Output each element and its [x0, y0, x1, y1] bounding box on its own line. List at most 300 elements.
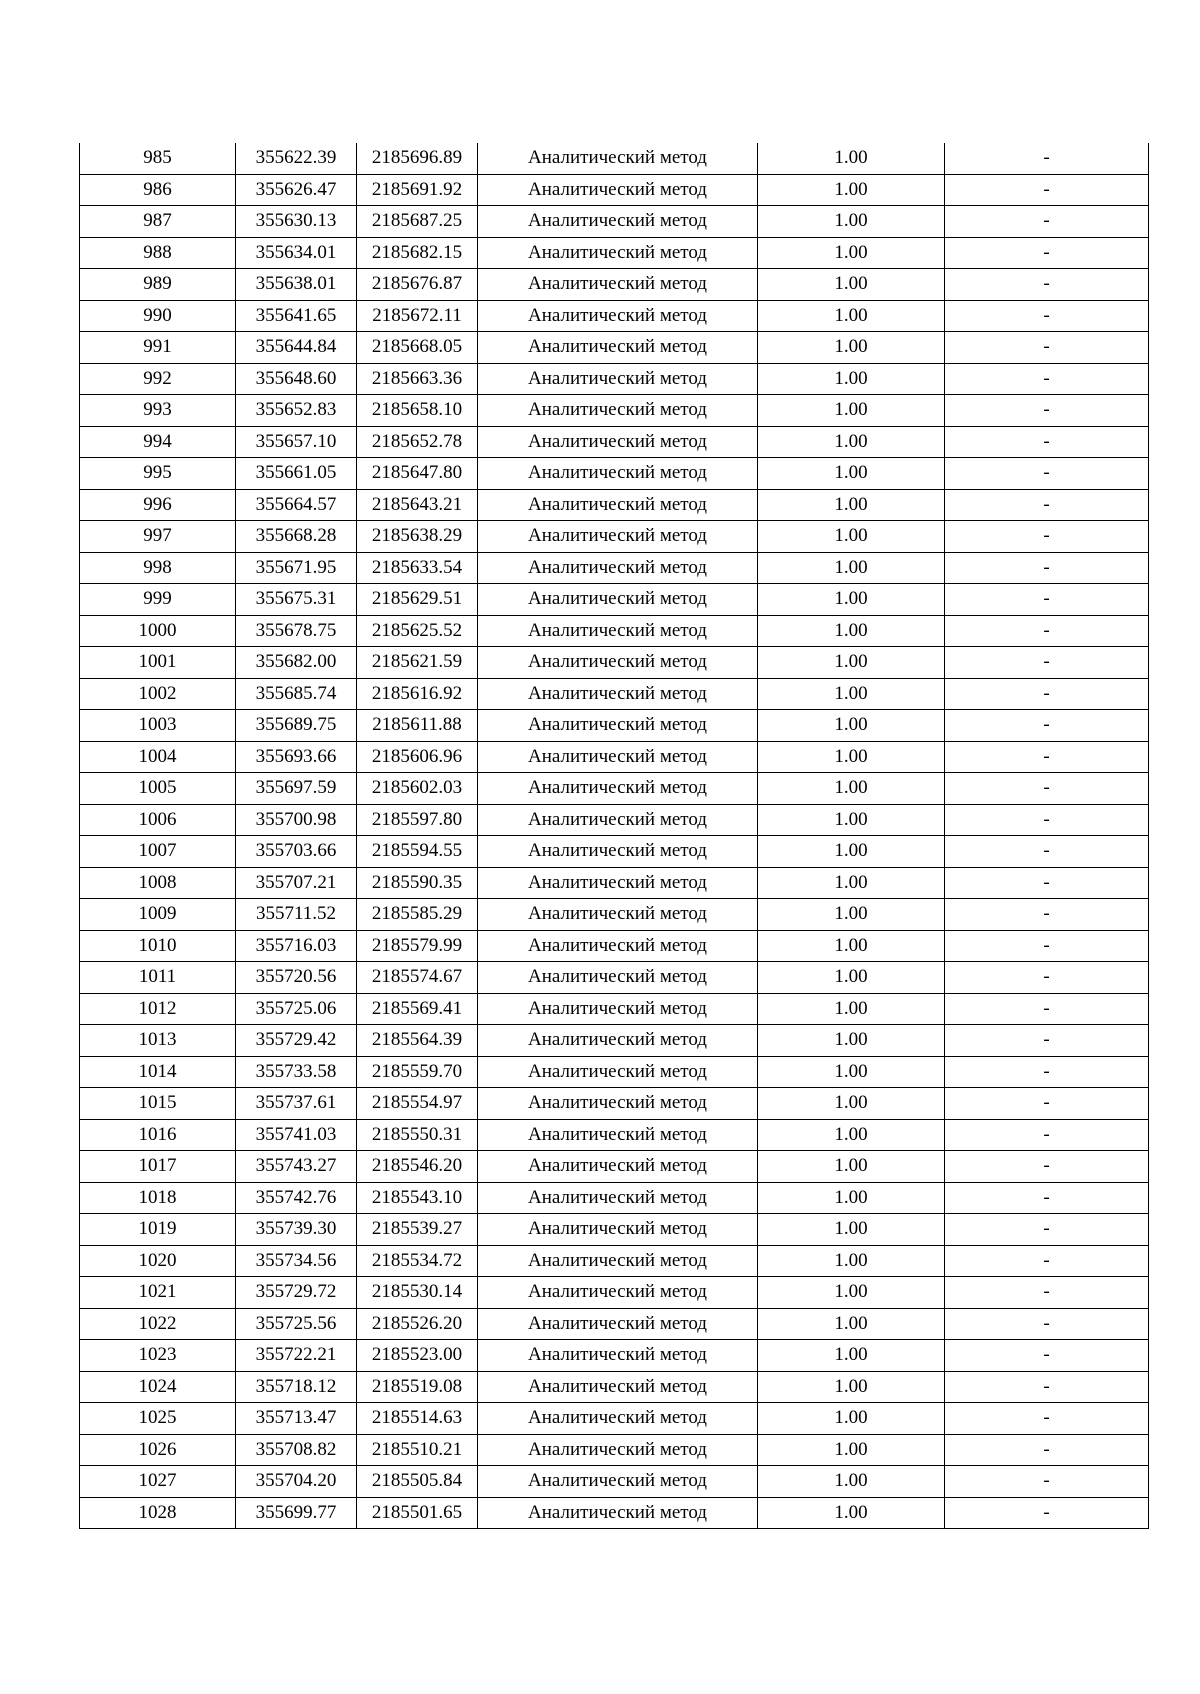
cell-note: -: [945, 1056, 1149, 1088]
cell-point-number: 1008: [80, 867, 236, 899]
cell-accuracy: 1.00: [758, 773, 945, 805]
table-row: [80, 269, 1149, 301]
cell-method: Аналитический метод: [478, 1182, 758, 1214]
cell-accuracy: 1.00: [758, 804, 945, 836]
table-row: [80, 773, 1149, 805]
table-row: [80, 552, 1149, 584]
cell-point-number: 1024: [80, 1371, 236, 1403]
cell-point-number: 1027: [80, 1466, 236, 1498]
cell-point-number: 987: [80, 206, 236, 238]
cell-point-number: 1004: [80, 741, 236, 773]
cell-method: Аналитический метод: [478, 1119, 758, 1151]
table-row: [80, 647, 1149, 679]
cell-note: -: [945, 1119, 1149, 1151]
cell-point-number: 1018: [80, 1182, 236, 1214]
cell-coordinate-y: 2185638.29: [357, 521, 478, 553]
cell-coordinate-y: 2185579.99: [357, 930, 478, 962]
cell-coordinate-x: 355693.66: [236, 741, 357, 773]
cell-method: Аналитический метод: [478, 1308, 758, 1340]
cell-note: -: [945, 1403, 1149, 1435]
cell-point-number: 1026: [80, 1434, 236, 1466]
cell-coordinate-x: 355634.01: [236, 237, 357, 269]
cell-coordinate-y: 2185534.72: [357, 1245, 478, 1277]
cell-coordinate-x: 355664.57: [236, 489, 357, 521]
cell-note: -: [945, 962, 1149, 994]
table-row: [80, 1340, 1149, 1372]
cell-note: -: [945, 1182, 1149, 1214]
cell-method: Аналитический метод: [478, 269, 758, 301]
cell-method: Аналитический метод: [478, 552, 758, 584]
table-row: [80, 867, 1149, 899]
table-row: [80, 584, 1149, 616]
cell-method: Аналитический метод: [478, 363, 758, 395]
cell-point-number: 986: [80, 174, 236, 206]
cell-method: Аналитический метод: [478, 143, 758, 174]
cell-coordinate-x: 355722.21: [236, 1340, 357, 1372]
cell-coordinate-y: 2185633.54: [357, 552, 478, 584]
cell-note: -: [945, 1025, 1149, 1057]
table-row: [80, 300, 1149, 332]
cell-note: -: [945, 867, 1149, 899]
cell-coordinate-x: 355700.98: [236, 804, 357, 836]
table-row: [80, 395, 1149, 427]
cell-point-number: 1017: [80, 1151, 236, 1183]
cell-point-number: 1016: [80, 1119, 236, 1151]
cell-coordinate-x: 355741.03: [236, 1119, 357, 1151]
cell-note: -: [945, 930, 1149, 962]
cell-coordinate-y: 2185550.31: [357, 1119, 478, 1151]
cell-coordinate-x: 355725.56: [236, 1308, 357, 1340]
cell-coordinate-x: 355657.10: [236, 426, 357, 458]
cell-method: Аналитический метод: [478, 1466, 758, 1498]
cell-accuracy: 1.00: [758, 332, 945, 364]
cell-accuracy: 1.00: [758, 426, 945, 458]
cell-coordinate-x: 355699.77: [236, 1497, 357, 1529]
cell-method: Аналитический метод: [478, 836, 758, 868]
cell-coordinate-x: 355742.76: [236, 1182, 357, 1214]
cell-note: -: [945, 1434, 1149, 1466]
table-row: [80, 1119, 1149, 1151]
cell-coordinate-y: 2185543.10: [357, 1182, 478, 1214]
cell-method: Аналитический метод: [478, 1403, 758, 1435]
cell-coordinate-y: 2185501.65: [357, 1497, 478, 1529]
cell-accuracy: 1.00: [758, 489, 945, 521]
table-row: [80, 363, 1149, 395]
cell-point-number: 1001: [80, 647, 236, 679]
cell-point-number: 1006: [80, 804, 236, 836]
table-row: [80, 615, 1149, 647]
cell-coordinate-y: 2185629.51: [357, 584, 478, 616]
cell-coordinate-y: 2185687.25: [357, 206, 478, 238]
table-row: [80, 521, 1149, 553]
cell-accuracy: 1.00: [758, 962, 945, 994]
cell-method: Аналитический метод: [478, 741, 758, 773]
cell-accuracy: 1.00: [758, 395, 945, 427]
cell-method: Аналитический метод: [478, 458, 758, 490]
table-row: [80, 206, 1149, 238]
cell-coordinate-y: 2185546.20: [357, 1151, 478, 1183]
cell-coordinate-y: 2185559.70: [357, 1056, 478, 1088]
table-row: [80, 1214, 1149, 1246]
cell-accuracy: 1.00: [758, 647, 945, 679]
table-row: [80, 426, 1149, 458]
cell-method: Аналитический метод: [478, 489, 758, 521]
cell-coordinate-y: 2185602.03: [357, 773, 478, 805]
cell-method: Аналитический метод: [478, 521, 758, 553]
table-row: [80, 174, 1149, 206]
cell-accuracy: 1.00: [758, 1340, 945, 1372]
cell-point-number: 989: [80, 269, 236, 301]
cell-method: Аналитический метод: [478, 773, 758, 805]
cell-coordinate-y: 2185539.27: [357, 1214, 478, 1246]
cell-note: -: [945, 647, 1149, 679]
cell-point-number: 1003: [80, 710, 236, 742]
cell-point-number: 1009: [80, 899, 236, 931]
cell-note: -: [945, 206, 1149, 238]
cell-method: Аналитический метод: [478, 962, 758, 994]
table-row: [80, 836, 1149, 868]
cell-coordinate-x: 355630.13: [236, 206, 357, 238]
cell-coordinate-x: 355641.65: [236, 300, 357, 332]
cell-coordinate-y: 2185652.78: [357, 426, 478, 458]
cell-coordinate-y: 2185611.88: [357, 710, 478, 742]
table-row: [80, 489, 1149, 521]
table-row: [80, 332, 1149, 364]
cell-accuracy: 1.00: [758, 1119, 945, 1151]
cell-accuracy: 1.00: [758, 1056, 945, 1088]
coordinates-table: [79, 143, 1149, 1529]
cell-coordinate-y: 2185672.11: [357, 300, 478, 332]
cell-accuracy: 1.00: [758, 521, 945, 553]
coordinates-table-body: [80, 143, 1149, 1529]
cell-point-number: 1028: [80, 1497, 236, 1529]
cell-coordinate-y: 2185668.05: [357, 332, 478, 364]
cell-note: -: [945, 521, 1149, 553]
cell-accuracy: 1.00: [758, 1403, 945, 1435]
cell-accuracy: 1.00: [758, 584, 945, 616]
cell-coordinate-y: 2185625.52: [357, 615, 478, 647]
cell-coordinate-y: 2185519.08: [357, 1371, 478, 1403]
table-row: [80, 1088, 1149, 1120]
cell-note: -: [945, 174, 1149, 206]
cell-coordinate-x: 355703.66: [236, 836, 357, 868]
cell-method: Аналитический метод: [478, 300, 758, 332]
cell-coordinate-x: 355697.59: [236, 773, 357, 805]
table-row: [80, 962, 1149, 994]
cell-coordinate-x: 355743.27: [236, 1151, 357, 1183]
cell-method: Аналитический метод: [478, 1497, 758, 1529]
cell-point-number: 1011: [80, 962, 236, 994]
cell-point-number: 990: [80, 300, 236, 332]
cell-coordinate-x: 355729.42: [236, 1025, 357, 1057]
table-row: [80, 804, 1149, 836]
cell-point-number: 1007: [80, 836, 236, 868]
cell-accuracy: 1.00: [758, 615, 945, 647]
cell-method: Аналитический метод: [478, 1434, 758, 1466]
table-row: [80, 1056, 1149, 1088]
cell-point-number: 1020: [80, 1245, 236, 1277]
cell-coordinate-x: 355716.03: [236, 930, 357, 962]
cell-note: -: [945, 395, 1149, 427]
cell-method: Аналитический метод: [478, 867, 758, 899]
cell-note: -: [945, 899, 1149, 931]
cell-method: Аналитический метод: [478, 584, 758, 616]
cell-point-number: 1025: [80, 1403, 236, 1435]
cell-coordinate-y: 2185691.92: [357, 174, 478, 206]
cell-note: -: [945, 584, 1149, 616]
cell-coordinate-x: 355733.58: [236, 1056, 357, 1088]
cell-accuracy: 1.00: [758, 1434, 945, 1466]
table-row: [80, 1403, 1149, 1435]
table-row: [80, 143, 1149, 174]
cell-coordinate-y: 2185597.80: [357, 804, 478, 836]
cell-note: -: [945, 710, 1149, 742]
cell-method: Аналитический метод: [478, 1371, 758, 1403]
cell-coordinate-y: 2185585.29: [357, 899, 478, 931]
cell-coordinate-x: 355652.83: [236, 395, 357, 427]
cell-coordinate-x: 355626.47: [236, 174, 357, 206]
cell-point-number: 1013: [80, 1025, 236, 1057]
cell-coordinate-x: 355685.74: [236, 678, 357, 710]
cell-coordinate-y: 2185606.96: [357, 741, 478, 773]
table-row: [80, 458, 1149, 490]
cell-note: -: [945, 1088, 1149, 1120]
cell-note: -: [945, 363, 1149, 395]
cell-accuracy: 1.00: [758, 1182, 945, 1214]
cell-method: Аналитический метод: [478, 174, 758, 206]
cell-coordinate-x: 355725.06: [236, 993, 357, 1025]
table-row: [80, 1371, 1149, 1403]
cell-method: Аналитический метод: [478, 1214, 758, 1246]
table-row: [80, 1277, 1149, 1309]
cell-note: -: [945, 332, 1149, 364]
cell-accuracy: 1.00: [758, 300, 945, 332]
cell-coordinate-y: 2185514.63: [357, 1403, 478, 1435]
cell-coordinate-y: 2185526.20: [357, 1308, 478, 1340]
cell-coordinate-y: 2185647.80: [357, 458, 478, 490]
cell-note: -: [945, 237, 1149, 269]
cell-coordinate-x: 355661.05: [236, 458, 357, 490]
cell-coordinate-y: 2185530.14: [357, 1277, 478, 1309]
cell-note: -: [945, 1497, 1149, 1529]
cell-note: -: [945, 836, 1149, 868]
cell-coordinate-y: 2185564.39: [357, 1025, 478, 1057]
cell-point-number: 994: [80, 426, 236, 458]
cell-coordinate-x: 355708.82: [236, 1434, 357, 1466]
cell-method: Аналитический метод: [478, 1151, 758, 1183]
cell-point-number: 999: [80, 584, 236, 616]
cell-coordinate-x: 355648.60: [236, 363, 357, 395]
cell-note: -: [945, 269, 1149, 301]
cell-note: -: [945, 1214, 1149, 1246]
cell-note: -: [945, 773, 1149, 805]
table-row: [80, 1151, 1149, 1183]
cell-coordinate-x: 355720.56: [236, 962, 357, 994]
cell-coordinate-y: 2185590.35: [357, 867, 478, 899]
cell-coordinate-x: 355622.39: [236, 143, 357, 174]
cell-method: Аналитический метод: [478, 647, 758, 679]
cell-point-number: 998: [80, 552, 236, 584]
table-row: [80, 1308, 1149, 1340]
cell-accuracy: 1.00: [758, 1245, 945, 1277]
cell-coordinate-y: 2185616.92: [357, 678, 478, 710]
cell-coordinate-y: 2185594.55: [357, 836, 478, 868]
cell-note: -: [945, 458, 1149, 490]
cell-coordinate-x: 355739.30: [236, 1214, 357, 1246]
cell-coordinate-x: 355675.31: [236, 584, 357, 616]
cell-point-number: 993: [80, 395, 236, 427]
cell-coordinate-y: 2185510.21: [357, 1434, 478, 1466]
cell-point-number: 1005: [80, 773, 236, 805]
cell-point-number: 1022: [80, 1308, 236, 1340]
table-row: [80, 710, 1149, 742]
cell-accuracy: 1.00: [758, 1308, 945, 1340]
cell-accuracy: 1.00: [758, 678, 945, 710]
cell-method: Аналитический метод: [478, 1340, 758, 1372]
cell-method: Аналитический метод: [478, 1056, 758, 1088]
cell-point-number: 988: [80, 237, 236, 269]
cell-coordinate-y: 2185505.84: [357, 1466, 478, 1498]
cell-coordinate-y: 2185621.59: [357, 647, 478, 679]
cell-note: -: [945, 678, 1149, 710]
cell-coordinate-x: 355713.47: [236, 1403, 357, 1435]
cell-coordinate-y: 2185554.97: [357, 1088, 478, 1120]
cell-coordinate-x: 355678.75: [236, 615, 357, 647]
cell-method: Аналитический метод: [478, 804, 758, 836]
cell-point-number: 1015: [80, 1088, 236, 1120]
cell-point-number: 1000: [80, 615, 236, 647]
cell-coordinate-y: 2185658.10: [357, 395, 478, 427]
cell-coordinate-x: 355707.21: [236, 867, 357, 899]
cell-accuracy: 1.00: [758, 206, 945, 238]
cell-accuracy: 1.00: [758, 1088, 945, 1120]
table-row: [80, 678, 1149, 710]
table-row: [80, 1466, 1149, 1498]
cell-accuracy: 1.00: [758, 710, 945, 742]
cell-method: Аналитический метод: [478, 930, 758, 962]
table-row: [80, 899, 1149, 931]
cell-accuracy: 1.00: [758, 930, 945, 962]
cell-coordinate-y: 2185569.41: [357, 993, 478, 1025]
cell-accuracy: 1.00: [758, 867, 945, 899]
cell-note: -: [945, 1277, 1149, 1309]
cell-method: Аналитический метод: [478, 710, 758, 742]
cell-coordinate-x: 355729.72: [236, 1277, 357, 1309]
cell-accuracy: 1.00: [758, 1151, 945, 1183]
cell-point-number: 1002: [80, 678, 236, 710]
cell-accuracy: 1.00: [758, 899, 945, 931]
cell-method: Аналитический метод: [478, 237, 758, 269]
cell-accuracy: 1.00: [758, 993, 945, 1025]
cell-point-number: 991: [80, 332, 236, 364]
cell-coordinate-x: 355704.20: [236, 1466, 357, 1498]
cell-coordinate-y: 2185676.87: [357, 269, 478, 301]
cell-coordinate-x: 355711.52: [236, 899, 357, 931]
cell-note: -: [945, 1466, 1149, 1498]
cell-note: -: [945, 1308, 1149, 1340]
cell-point-number: 1010: [80, 930, 236, 962]
cell-coordinate-x: 355638.01: [236, 269, 357, 301]
cell-point-number: 997: [80, 521, 236, 553]
cell-accuracy: 1.00: [758, 1025, 945, 1057]
table-row: [80, 237, 1149, 269]
cell-point-number: 995: [80, 458, 236, 490]
cell-accuracy: 1.00: [758, 237, 945, 269]
cell-accuracy: 1.00: [758, 741, 945, 773]
table-row: [80, 1245, 1149, 1277]
cell-note: -: [945, 300, 1149, 332]
cell-point-number: 992: [80, 363, 236, 395]
cell-accuracy: 1.00: [758, 458, 945, 490]
cell-point-number: 1012: [80, 993, 236, 1025]
cell-accuracy: 1.00: [758, 1214, 945, 1246]
cell-accuracy: 1.00: [758, 143, 945, 174]
cell-method: Аналитический метод: [478, 678, 758, 710]
table-row: [80, 1025, 1149, 1057]
cell-note: -: [945, 552, 1149, 584]
cell-note: -: [945, 489, 1149, 521]
cell-note: -: [945, 1245, 1149, 1277]
cell-method: Аналитический метод: [478, 1277, 758, 1309]
cell-coordinate-x: 355682.00: [236, 647, 357, 679]
cell-coordinate-x: 355689.75: [236, 710, 357, 742]
table-row: [80, 930, 1149, 962]
cell-method: Аналитический метод: [478, 615, 758, 647]
cell-coordinate-y: 2185574.67: [357, 962, 478, 994]
cell-accuracy: 1.00: [758, 174, 945, 206]
cell-coordinate-y: 2185682.15: [357, 237, 478, 269]
cell-method: Аналитический метод: [478, 206, 758, 238]
cell-method: Аналитический метод: [478, 1245, 758, 1277]
cell-method: Аналитический метод: [478, 395, 758, 427]
cell-point-number: 1023: [80, 1340, 236, 1372]
cell-note: -: [945, 426, 1149, 458]
cell-method: Аналитический метод: [478, 332, 758, 364]
cell-accuracy: 1.00: [758, 269, 945, 301]
cell-note: -: [945, 993, 1149, 1025]
cell-note: -: [945, 741, 1149, 773]
cell-accuracy: 1.00: [758, 836, 945, 868]
cell-accuracy: 1.00: [758, 1466, 945, 1498]
cell-point-number: 985: [80, 143, 236, 174]
cell-point-number: 996: [80, 489, 236, 521]
cell-coordinate-y: 2185663.36: [357, 363, 478, 395]
cell-coordinate-y: 2185643.21: [357, 489, 478, 521]
cell-coordinate-x: 355668.28: [236, 521, 357, 553]
cell-point-number: 1021: [80, 1277, 236, 1309]
cell-point-number: 1019: [80, 1214, 236, 1246]
cell-point-number: 1014: [80, 1056, 236, 1088]
cell-note: -: [945, 1151, 1149, 1183]
cell-coordinate-x: 355734.56: [236, 1245, 357, 1277]
cell-method: Аналитический метод: [478, 993, 758, 1025]
cell-coordinate-x: 355671.95: [236, 552, 357, 584]
cell-coordinate-x: 355718.12: [236, 1371, 357, 1403]
cell-accuracy: 1.00: [758, 1371, 945, 1403]
cell-coordinate-x: 355644.84: [236, 332, 357, 364]
cell-note: -: [945, 804, 1149, 836]
cell-method: Аналитический метод: [478, 1025, 758, 1057]
cell-coordinate-y: 2185696.89: [357, 143, 478, 174]
cell-note: -: [945, 143, 1149, 174]
cell-coordinate-y: 2185523.00: [357, 1340, 478, 1372]
table-row: [80, 741, 1149, 773]
cell-method: Аналитический метод: [478, 426, 758, 458]
cell-method: Аналитический метод: [478, 899, 758, 931]
cell-accuracy: 1.00: [758, 363, 945, 395]
cell-note: -: [945, 1371, 1149, 1403]
cell-note: -: [945, 615, 1149, 647]
